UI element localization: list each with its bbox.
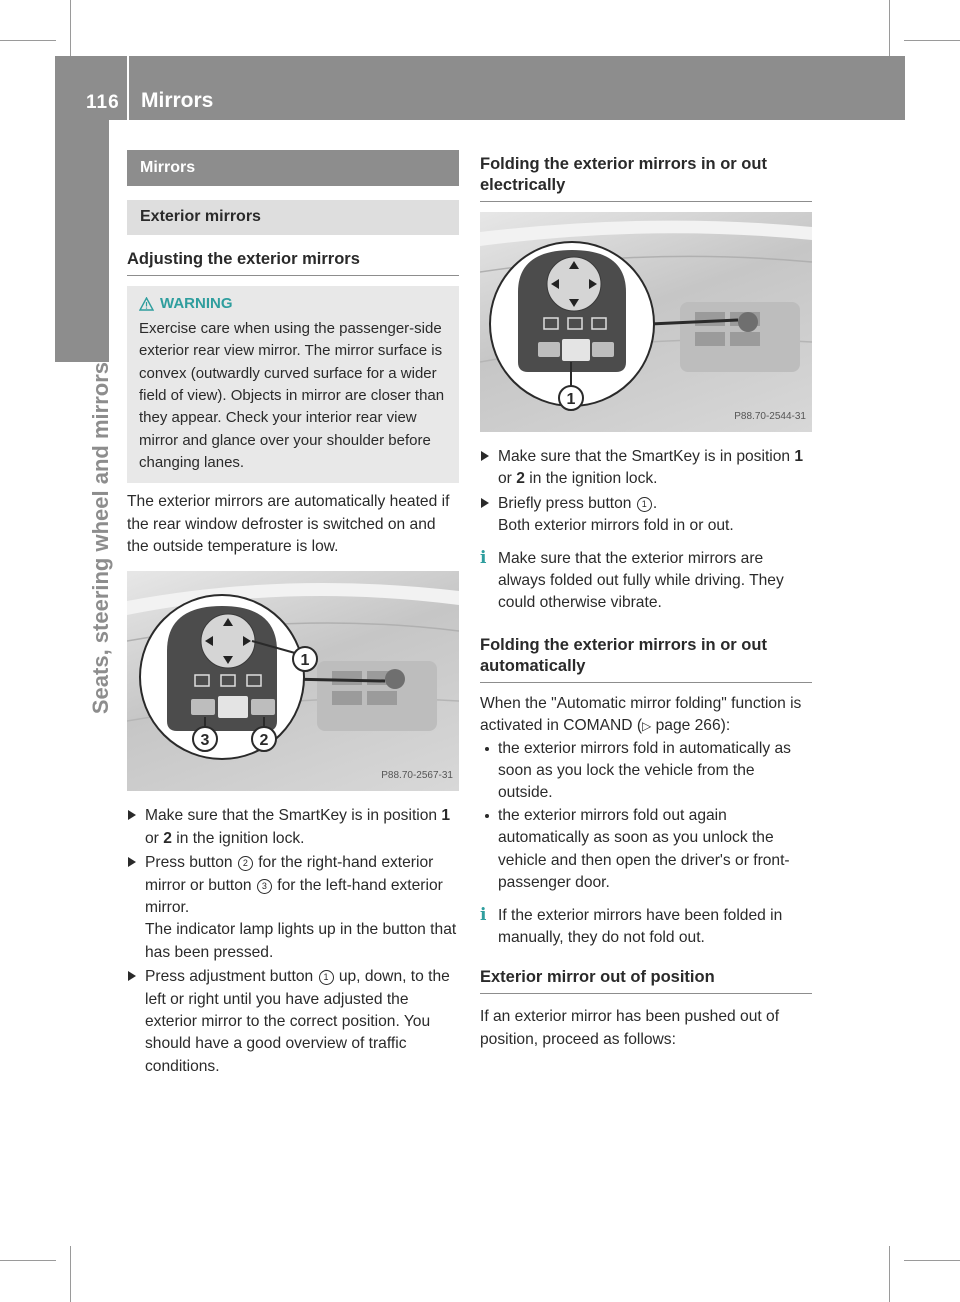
step-text: up, down, to the left or right until you have adjusted the exterior mirror to the correct position. You should have a good overview of traffic conditions. <box>145 968 450 1075</box>
heading-fold-auto: Folding the exterior mirrors in or out automatically <box>480 635 812 683</box>
position-1: 1 <box>794 448 804 465</box>
step-text: or <box>498 470 517 488</box>
intro-text: page 266): <box>651 717 731 735</box>
page-title: Mirrors <box>141 89 214 112</box>
step-press-button <box>127 852 459 964</box>
step-text: Press button <box>145 854 237 872</box>
bullet-text: the exterior mirrors fold out again automatically as soon as you unlock the vehicle and then open the driver's or front-passenger door. <box>498 806 790 892</box>
step-arrow-icon <box>481 451 489 461</box>
step-smartkey <box>127 805 459 850</box>
warning-label: WARNING <box>160 294 233 312</box>
intro-paragraph: The exterior mirrors are automatically heated if the rear window defroster is switched on and the outside temperature is low. <box>127 493 450 555</box>
crop-mark <box>889 0 890 56</box>
list-item <box>480 805 812 895</box>
step-text: for the left-hand exterior mirror. <box>145 876 443 917</box>
fold-button-photo <box>480 212 812 432</box>
callout-ref: 2 <box>238 856 253 871</box>
step-text: for the right-hand exterior mirror or button <box>145 854 434 894</box>
callout-ref: 3 <box>257 879 272 894</box>
warning-box <box>127 286 459 483</box>
step-text: Press adjustment button <box>145 968 318 986</box>
step-adjust <box>127 966 459 1078</box>
list-item <box>480 738 812 805</box>
step-text: or <box>145 829 164 847</box>
photo-reference-code: P88.70-2567-31 <box>381 770 453 781</box>
step-text: Make sure that the SmartKey is in position <box>498 448 795 465</box>
crop-mark <box>0 40 56 41</box>
out-of-position-text: If an exterior mirror has been pushed out of position, proceed as follows: <box>480 1008 780 1048</box>
bullet-icon <box>485 747 489 751</box>
crop-mark <box>70 0 71 56</box>
step-smartkey <box>480 446 812 491</box>
section-heading: Mirrors <box>127 150 459 186</box>
header-divider <box>127 56 129 120</box>
mirror-switch-illustration <box>127 571 459 791</box>
crop-mark <box>904 40 960 41</box>
crop-mark <box>0 1260 56 1261</box>
info-icon: i <box>480 547 487 568</box>
step-arrow-icon <box>128 971 136 981</box>
left-column <box>127 150 459 1078</box>
warning-title <box>139 293 447 315</box>
auto-intro <box>480 693 812 738</box>
callout-ref: 1 <box>637 497 652 512</box>
photo-callout-1: 1 <box>566 391 576 408</box>
step-text: Briefly press button <box>498 494 636 512</box>
intro-text: When the "Automatic mirror folding" function is activated in COMAND ( <box>480 694 802 735</box>
callout-ref: 1 <box>319 970 334 985</box>
step-text: . <box>652 494 658 512</box>
heading-out-of-position: Exterior mirror out of position <box>480 967 812 994</box>
info-text: If the exterior mirrors have been folded in manually, they do not fold out. <box>498 906 783 946</box>
info-icon: i <box>480 904 487 925</box>
side-tab <box>55 120 109 362</box>
chapter-title: Seats, steering wheel and mirrors <box>88 362 113 715</box>
warning-triangle-icon <box>139 297 154 311</box>
step-result: Both exterior mirrors fold in or out. <box>498 517 734 535</box>
bullet-text: the exterior mirrors fold in automatically as soon as you lock the vehicle from the outside. <box>498 739 791 802</box>
heading-adjusting: Adjusting the exterior mirrors <box>127 249 459 276</box>
step-arrow-icon <box>128 810 136 820</box>
step-arrow-icon <box>481 498 489 508</box>
photo-callout-2: 2 <box>259 732 269 750</box>
photo-callout-1: 1 <box>300 652 310 670</box>
step-text: Make sure that the SmartKey is in position <box>145 807 442 825</box>
crop-mark <box>70 1246 71 1302</box>
step-arrow-icon <box>128 857 136 867</box>
info-text: Make sure that the exterior mirrors are always folded out fully while driving. They could otherwise vibrate. <box>498 549 784 612</box>
step-result: The indicator lamp lights up in the button that has been pressed. <box>145 921 457 961</box>
position-2: 2 <box>516 470 525 488</box>
fold-switch-illustration <box>480 212 812 432</box>
step-text: in the ignition lock. <box>171 829 305 847</box>
step-press-button <box>480 493 812 538</box>
heading-fold-electric: Folding the exterior mirrors in or out electrically <box>480 154 812 202</box>
page-number: 116 <box>86 92 120 113</box>
info-note <box>480 905 812 950</box>
crop-mark <box>889 1246 890 1302</box>
bullet-icon <box>485 814 489 818</box>
position-2: 2 <box>163 829 172 847</box>
page-ref-arrow-icon: ▷ <box>642 719 652 734</box>
subsection-heading: Exterior mirrors <box>127 200 459 234</box>
mirror-control-photo <box>127 571 459 791</box>
position-1: 1 <box>441 807 451 825</box>
step-text: in the ignition lock. <box>524 470 658 488</box>
right-column <box>480 148 812 1051</box>
info-note <box>480 548 812 615</box>
warning-text: Exercise care when using the passenger-side exterior rear view mirror. The mirror surface is convex (outwardly curved surface for a wider field of view). Objects in mirror are closer than they appear. Check your interior rear view mirror and glance over your shoulder before changing lanes. <box>139 320 445 471</box>
photo-reference-code: P88.70-2544-31 <box>734 410 806 422</box>
crop-mark <box>904 1260 960 1261</box>
photo-callout-3: 3 <box>200 732 210 750</box>
